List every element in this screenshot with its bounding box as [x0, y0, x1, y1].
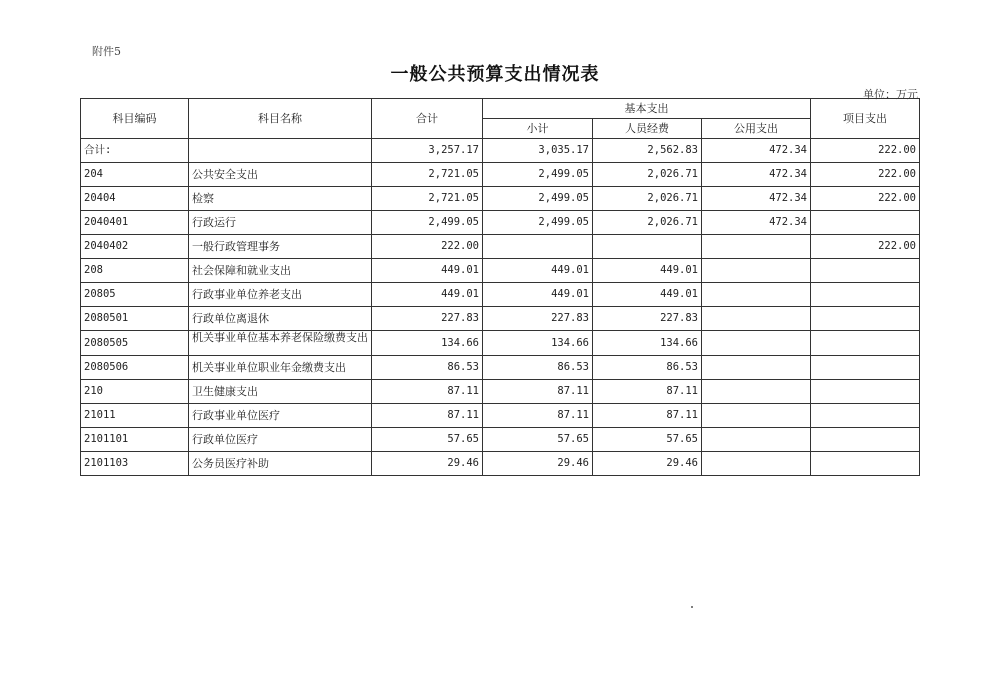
header-total: 合计: [372, 99, 483, 139]
cell-personnel: 2,026.71: [593, 211, 702, 235]
cell-total: 87.11: [372, 404, 483, 428]
cell-public: [702, 404, 811, 428]
cell-name: 行政运行: [189, 211, 372, 235]
header-subtotal: 小计: [483, 119, 593, 139]
cell-project: [811, 428, 920, 452]
header-project: 项目支出: [811, 99, 920, 139]
cell-name: 行政事业单位养老支出: [189, 283, 372, 307]
scan-dot: [691, 606, 693, 608]
cell-code: 208: [81, 259, 189, 283]
cell-total: 29.46: [372, 452, 483, 476]
cell-project: 222.00: [811, 139, 920, 163]
cell-total: 57.65: [372, 428, 483, 452]
table-row: [81, 380, 920, 404]
cell-public: [702, 283, 811, 307]
cell-personnel: 87.11: [593, 404, 702, 428]
cell-public: [702, 307, 811, 331]
header-basic: 基本支出: [483, 99, 811, 119]
cell-project: 222.00: [811, 235, 920, 259]
cell-public: 472.34: [702, 163, 811, 187]
cell-subtotal: 2,499.05: [483, 163, 593, 187]
cell-code: 20805: [81, 283, 189, 307]
cell-personnel: 2,026.71: [593, 163, 702, 187]
cell-public: [702, 331, 811, 356]
table-row: [81, 307, 920, 331]
cell-subtotal: 134.66: [483, 331, 593, 356]
cell-project: [811, 404, 920, 428]
table-row: [81, 259, 920, 283]
cell-subtotal: 3,035.17: [483, 139, 593, 163]
cell-total: 134.66: [372, 331, 483, 356]
cell-personnel: 57.65: [593, 428, 702, 452]
budget-table: [80, 98, 920, 476]
cell-name: 行政事业单位医疗: [189, 404, 372, 428]
cell-name: 一般行政管理事务: [189, 235, 372, 259]
table-body: [81, 139, 920, 476]
cell-subtotal: 86.53: [483, 356, 593, 380]
cell-subtotal: 87.11: [483, 404, 593, 428]
table-row: [81, 163, 920, 187]
cell-subtotal: 29.46: [483, 452, 593, 476]
cell-public: 472.34: [702, 187, 811, 211]
cell-name: 公共安全支出: [189, 163, 372, 187]
cell-name: 行政单位医疗: [189, 428, 372, 452]
cell-personnel: 29.46: [593, 452, 702, 476]
cell-personnel: 87.11: [593, 380, 702, 404]
page-title: 一般公共预算支出情况表: [390, 64, 600, 85]
table-row: [81, 428, 920, 452]
cell-personnel: 449.01: [593, 259, 702, 283]
unit-label: 单位：万元: [863, 88, 918, 101]
cell-code: 2080505: [81, 331, 189, 356]
cell-public: [702, 452, 811, 476]
cell-total: 87.11: [372, 380, 483, 404]
cell-total: 227.83: [372, 307, 483, 331]
table-row: [81, 187, 920, 211]
cell-code: 210: [81, 380, 189, 404]
table-row: [81, 235, 920, 259]
cell-project: [811, 307, 920, 331]
table-row: [81, 211, 920, 235]
cell-total: 3,257.17: [372, 139, 483, 163]
cell-code: 2080506: [81, 356, 189, 380]
cell-public: [702, 259, 811, 283]
cell-name: 检察: [189, 187, 372, 211]
cell-public: [702, 428, 811, 452]
cell-subtotal: 449.01: [483, 283, 593, 307]
cell-personnel: 227.83: [593, 307, 702, 331]
cell-code: 204: [81, 163, 189, 187]
cell-total: 449.01: [372, 283, 483, 307]
cell-subtotal: 57.65: [483, 428, 593, 452]
table-row: [81, 283, 920, 307]
attachment-label: 附件5: [92, 45, 121, 58]
cell-personnel: [593, 235, 702, 259]
cell-personnel: 2,026.71: [593, 187, 702, 211]
cell-project: 222.00: [811, 187, 920, 211]
table-row: [81, 356, 920, 380]
cell-name: 机关事业单位基本养老保险缴费支出: [189, 331, 372, 356]
cell-public: 472.34: [702, 211, 811, 235]
cell-subtotal: [483, 235, 593, 259]
header-public: 公用支出: [702, 119, 811, 139]
cell-public: [702, 356, 811, 380]
cell-name: 卫生健康支出: [189, 380, 372, 404]
cell-name: [189, 139, 372, 163]
cell-code: 2040401: [81, 211, 189, 235]
table-row: [81, 404, 920, 428]
cell-code: 2101101: [81, 428, 189, 452]
cell-project: [811, 331, 920, 356]
cell-subtotal: 87.11: [483, 380, 593, 404]
cell-personnel: 449.01: [593, 283, 702, 307]
cell-name: 公务员医疗补助: [189, 452, 372, 476]
table-row: [81, 452, 920, 476]
cell-project: [811, 259, 920, 283]
cell-project: [811, 452, 920, 476]
cell-project: 222.00: [811, 163, 920, 187]
cell-total: 86.53: [372, 356, 483, 380]
cell-subtotal: 2,499.05: [483, 187, 593, 211]
cell-public: [702, 380, 811, 404]
cell-name: 机关事业单位职业年金缴费支出: [189, 356, 372, 380]
header-name: 科目名称: [189, 99, 372, 139]
table-row: [81, 139, 920, 163]
cell-personnel: 2,562.83: [593, 139, 702, 163]
cell-total: 2,499.05: [372, 211, 483, 235]
cell-public: [702, 235, 811, 259]
cell-code: 21011: [81, 404, 189, 428]
cell-subtotal: 449.01: [483, 259, 593, 283]
cell-total: 222.00: [372, 235, 483, 259]
cell-code: 2101103: [81, 452, 189, 476]
cell-public: 472.34: [702, 139, 811, 163]
cell-code: 2040402: [81, 235, 189, 259]
cell-project: [811, 211, 920, 235]
header-code: 科目编码: [81, 99, 189, 139]
cell-code: 合计:: [81, 139, 189, 163]
cell-subtotal: 2,499.05: [483, 211, 593, 235]
table-row: [81, 331, 920, 356]
cell-project: [811, 356, 920, 380]
cell-code: 20404: [81, 187, 189, 211]
cell-personnel: 86.53: [593, 356, 702, 380]
cell-project: [811, 283, 920, 307]
cell-total: 449.01: [372, 259, 483, 283]
cell-project: [811, 380, 920, 404]
cell-name: 行政单位离退休: [189, 307, 372, 331]
cell-name: 社会保障和就业支出: [189, 259, 372, 283]
header-personnel: 人员经费: [593, 119, 702, 139]
cell-total: 2,721.05: [372, 187, 483, 211]
cell-personnel: 134.66: [593, 331, 702, 356]
cell-total: 2,721.05: [372, 163, 483, 187]
cell-code: 2080501: [81, 307, 189, 331]
cell-subtotal: 227.83: [483, 307, 593, 331]
